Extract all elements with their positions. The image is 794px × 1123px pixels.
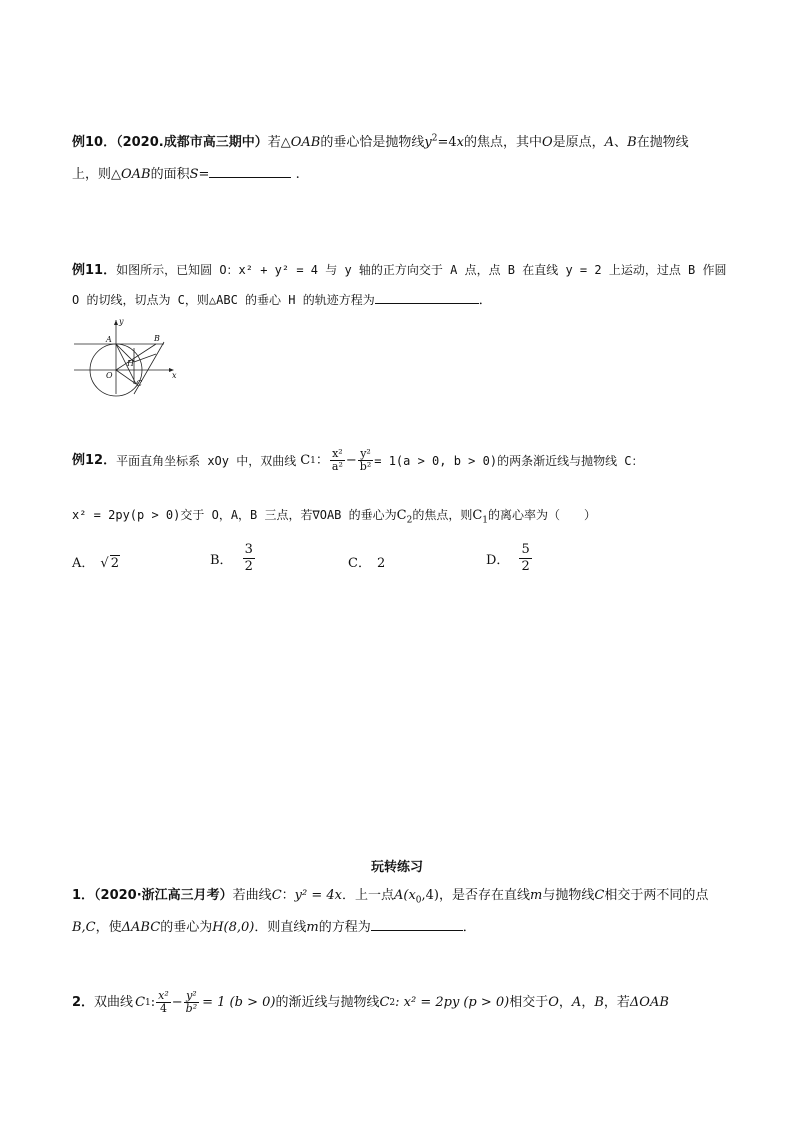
segment-oc bbox=[116, 370, 136, 384]
example-10 bbox=[72, 135, 732, 183]
example-11 bbox=[72, 262, 732, 309]
practice-1-source: （2020·浙江高三月考） bbox=[94, 888, 233, 903]
example-10-label: 例10． bbox=[72, 135, 117, 150]
answer-blank[interactable] bbox=[375, 291, 479, 304]
fig-label-c: C bbox=[136, 379, 143, 388]
fraction-y2-b2: $\frac{\text{y²}}{\text{b²}}$ bbox=[185, 989, 198, 1015]
practice-1-line-1: 1．（2020·浙江高三月考）若曲线C：y² = 4x．上一点$A(x_0,4)$，是否存在直线m与抛物线C相交于两不同的点 bbox=[72, 888, 709, 906]
example-11-line-1: 例11．如图所示，已知圆 O：x² + y² = 4 与 y 轴的正方向交于 A 点，点 B 在直线 y = 2 上运动，过点 B 作圆 bbox=[72, 263, 727, 278]
fig-label-b: B bbox=[154, 334, 160, 343]
practice-1-line-2: B,C，使ΔABC的垂心为H(8,0)．则直线m的方程为 ． bbox=[72, 920, 476, 935]
section-title: 玩转练习 bbox=[370, 860, 423, 875]
example-12-line-2: x² = 2py(p > 0)交于 O，A，B 三点，若∇OAB 的垂心为$C_2$的焦点，则$C_1$的离心率为（ ） bbox=[72, 508, 597, 526]
example-11-line-2: O 的切线，切点为 C，则△ABC 的垂心 H 的轨迹方程为 ． bbox=[72, 293, 492, 308]
answer-blank[interactable] bbox=[371, 918, 463, 931]
example-12-line-1: 例12． 平面直角坐标系 xOy 中，双曲线 C 1 ： $\frac{\text{x²}}{\text{a²}}$ − $\frac{\text{y²}}{\text{b²}}$ = 1(a > 0, b > 0) 的两条渐近线与抛物线 C： bbox=[72, 447, 644, 473]
fig-label-a: A bbox=[106, 335, 112, 344]
example-11-label: 例11． bbox=[72, 263, 117, 278]
practice-2-line-1: 2． 双曲线 C 1 : $\frac{\text{x²}}{4}$ − $\frac{\text{y²}}{\text{b²}}$ = 1 (b > 0) 的渐近线与抛物线 C 2 : x² = 2py (p > 0) 相交于 O ， A ， B ，若 ΔOAB bbox=[72, 989, 669, 1015]
circle-tangent-figure bbox=[72, 314, 184, 398]
fig-label-x: x bbox=[172, 371, 177, 380]
fig-label-h: H bbox=[127, 359, 134, 368]
choice-d[interactable]: D． $\frac{5}{2}$ bbox=[486, 542, 530, 574]
practice-1 bbox=[72, 888, 732, 936]
fraction-x2-4: $\frac{\text{x²}}{4}$ bbox=[158, 989, 169, 1015]
fraction-y2-b2: $\frac{\text{y²}}{\text{b²}}$ bbox=[359, 447, 372, 473]
example-10-line-1: 例10．（2020.成都市高三期中）若△OAB的垂心恰是抛物线$y^2=4x$的焦点，其中O是原点，A、B在抛物线 bbox=[72, 133, 689, 150]
fraction-x2-a2: $\frac{\text{x²}}{\text{a²}}$ bbox=[331, 447, 343, 473]
choice-a[interactable]: A． √ 2 bbox=[72, 556, 119, 571]
fig-label-y: y bbox=[119, 317, 124, 326]
fraction-5-2: $\frac{5}{2}$ bbox=[521, 542, 530, 574]
fig-label-o: O bbox=[106, 371, 113, 380]
choice-c[interactable]: C． 2 bbox=[348, 556, 386, 571]
practice-2 bbox=[72, 990, 732, 1015]
answer-blank[interactable] bbox=[209, 165, 291, 178]
example-10-source: （2020.成都市高三期中） bbox=[116, 135, 268, 150]
practice-1-label: 1． bbox=[72, 888, 95, 903]
example-12-label: 例12． bbox=[72, 452, 117, 468]
practice-2-label: 2． bbox=[72, 994, 95, 1010]
example-12 bbox=[72, 448, 732, 524]
fraction-3-2: $\frac{3}{2}$ bbox=[244, 542, 253, 574]
example-10-line-2: 上，则△OAB的面积S= . bbox=[72, 167, 300, 182]
choice-b[interactable]: B． $\frac{3}{2}$ bbox=[210, 542, 253, 574]
